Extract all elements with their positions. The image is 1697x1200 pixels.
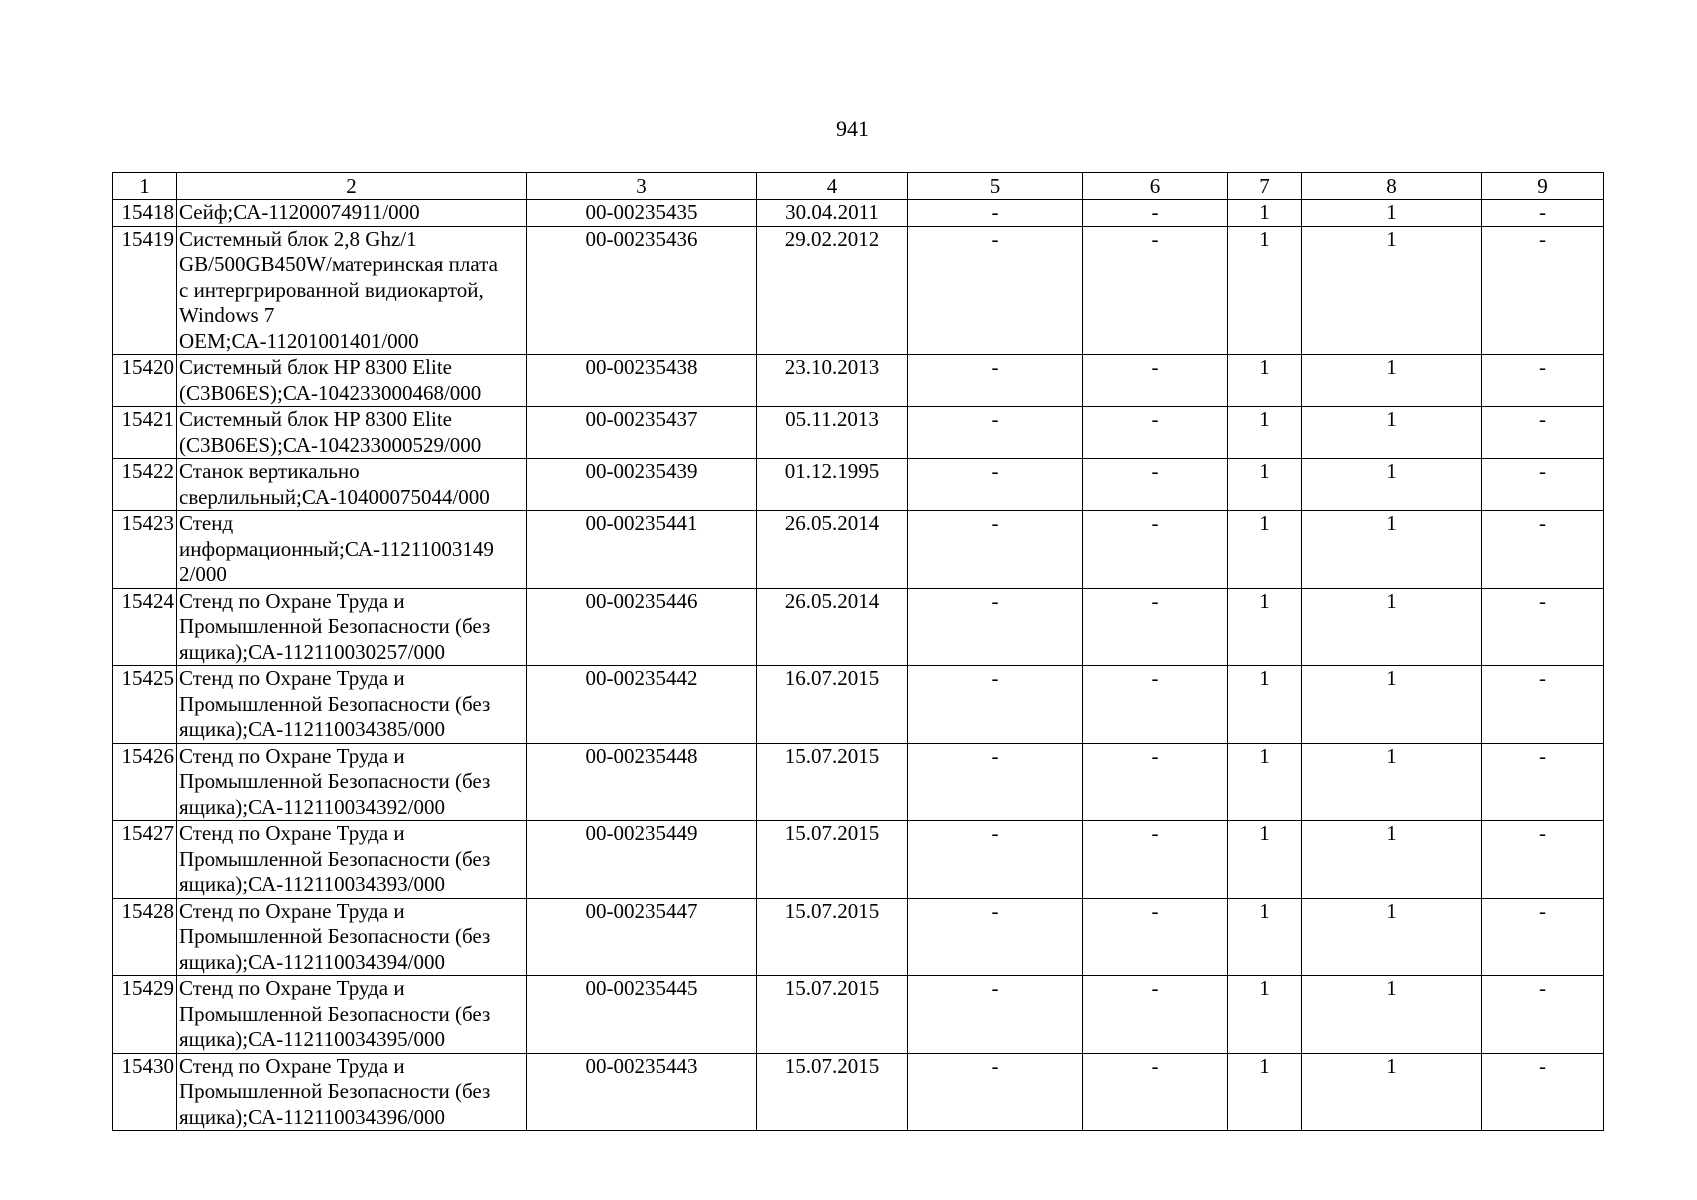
inventory-code: 00-00235449 (527, 821, 757, 899)
item-name: Стенд по Охране Труда и Промышленной Безопасности (без ящика);СА-112110034395/000 (177, 976, 527, 1054)
row-number: 15430 (113, 1053, 177, 1131)
item-name: Системный блок 2,8 Ghz/1 GB/500GB450W/материнская плата с интергрированной видиокартой, Windows 7 OEM;СА-11201001401/000 (177, 226, 527, 355)
table-row (113, 743, 1604, 821)
col6-value: - (1083, 200, 1228, 227)
col5-value: - (908, 407, 1083, 459)
col9-value: - (1482, 588, 1604, 666)
item-name: Системный блок HP 8300 Elite (C3B06ES);СА-104233000529/000 (177, 407, 527, 459)
inventory-code: 00-00235446 (527, 588, 757, 666)
table-row (113, 459, 1604, 511)
row-number: 15426 (113, 743, 177, 821)
col5-value: - (908, 200, 1083, 227)
table-header (113, 173, 1604, 200)
item-date: 15.07.2015 (757, 898, 908, 976)
item-name: Стенд по Охране Труда и Промышленной Безопасности (без ящика);СА-112110034396/000 (177, 1053, 527, 1131)
col8-value: 1 (1302, 588, 1482, 666)
col8-value: 1 (1302, 355, 1482, 407)
inventory-code: 00-00235437 (527, 407, 757, 459)
item-name: Системный блок HP 8300 Elite (C3B06ES);СА-104233000468/000 (177, 355, 527, 407)
item-date: 15.07.2015 (757, 821, 908, 899)
col5-value: - (908, 355, 1083, 407)
header-cell-5: 5 (908, 173, 1083, 200)
table-row (113, 1053, 1604, 1131)
col6-value: - (1083, 588, 1228, 666)
col6-value: - (1083, 1053, 1228, 1131)
col6-value: - (1083, 226, 1228, 355)
inventory-code: 00-00235447 (527, 898, 757, 976)
item-date: 23.10.2013 (757, 355, 908, 407)
table-row (113, 226, 1604, 355)
header-cell-2: 2 (177, 173, 527, 200)
item-name: Сейф;СА-11200074911/000 (177, 200, 527, 227)
col9-value: - (1482, 976, 1604, 1054)
item-date: 05.11.2013 (757, 407, 908, 459)
col5-value: - (908, 511, 1083, 589)
inventory-code: 00-00235442 (527, 666, 757, 744)
header-cell-3: 3 (527, 173, 757, 200)
col5-value: - (908, 666, 1083, 744)
col9-value: - (1482, 743, 1604, 821)
table-row (113, 355, 1604, 407)
col9-value: - (1482, 226, 1604, 355)
col9-value: - (1482, 511, 1604, 589)
row-number: 15420 (113, 355, 177, 407)
table-row (113, 821, 1604, 899)
col5-value: - (908, 898, 1083, 976)
header-cell-1: 1 (113, 173, 177, 200)
col9-value: - (1482, 821, 1604, 899)
table-row (113, 407, 1604, 459)
col7-value: 1 (1228, 1053, 1302, 1131)
table-row (113, 976, 1604, 1054)
col7-value: 1 (1228, 976, 1302, 1054)
header-cell-8: 8 (1302, 173, 1482, 200)
col8-value: 1 (1302, 976, 1482, 1054)
col7-value: 1 (1228, 511, 1302, 589)
col6-value: - (1083, 355, 1228, 407)
item-date: 26.05.2014 (757, 588, 908, 666)
item-date: 30.04.2011 (757, 200, 908, 227)
col8-value: 1 (1302, 898, 1482, 976)
col6-value: - (1083, 976, 1228, 1054)
item-date: 16.07.2015 (757, 666, 908, 744)
col6-value: - (1083, 898, 1228, 976)
table-body (113, 200, 1604, 1131)
item-date: 15.07.2015 (757, 743, 908, 821)
item-date: 01.12.1995 (757, 459, 908, 511)
col6-value: - (1083, 743, 1228, 821)
inventory-code: 00-00235448 (527, 743, 757, 821)
row-number: 15418 (113, 200, 177, 227)
table-row (113, 898, 1604, 976)
header-cell-7: 7 (1228, 173, 1302, 200)
row-number: 15429 (113, 976, 177, 1054)
col8-value: 1 (1302, 743, 1482, 821)
col7-value: 1 (1228, 355, 1302, 407)
table-row (113, 588, 1604, 666)
col7-value: 1 (1228, 459, 1302, 511)
col9-value: - (1482, 200, 1604, 227)
col9-value: - (1482, 407, 1604, 459)
inventory-table (112, 172, 1604, 1131)
col8-value: 1 (1302, 821, 1482, 899)
row-number: 15422 (113, 459, 177, 511)
col8-value: 1 (1302, 407, 1482, 459)
col7-value: 1 (1228, 588, 1302, 666)
col5-value: - (908, 976, 1083, 1054)
item-name: Стенд по Охране Труда и Промышленной Безопасности (без ящика);СА-112110030257/000 (177, 588, 527, 666)
item-name: Стенд по Охране Труда и Промышленной Безопасности (без ящика);СА-112110034392/000 (177, 743, 527, 821)
col9-value: - (1482, 1053, 1604, 1131)
inventory-code: 00-00235435 (527, 200, 757, 227)
col7-value: 1 (1228, 226, 1302, 355)
col6-value: - (1083, 821, 1228, 899)
col9-value: - (1482, 666, 1604, 744)
col8-value: 1 (1302, 226, 1482, 355)
item-name: Станок вертикально сверлильный;СА-10400075044/000 (177, 459, 527, 511)
col5-value: - (908, 1053, 1083, 1131)
row-number: 15421 (113, 407, 177, 459)
item-date: 15.07.2015 (757, 1053, 908, 1131)
inventory-code: 00-00235439 (527, 459, 757, 511)
col5-value: - (908, 588, 1083, 666)
table-row (113, 511, 1604, 589)
item-name: Стенд по Охране Труда и Промышленной Безопасности (без ящика);СА-112110034385/000 (177, 666, 527, 744)
row-number: 15428 (113, 898, 177, 976)
col9-value: - (1482, 459, 1604, 511)
row-number: 15423 (113, 511, 177, 589)
header-cell-4: 4 (757, 173, 908, 200)
col7-value: 1 (1228, 821, 1302, 899)
col9-value: - (1482, 355, 1604, 407)
item-name: Стенд информационный;СА-11211003149 2/000 (177, 511, 527, 589)
col8-value: 1 (1302, 200, 1482, 227)
col8-value: 1 (1302, 511, 1482, 589)
inventory-code: 00-00235438 (527, 355, 757, 407)
col7-value: 1 (1228, 200, 1302, 227)
col5-value: - (908, 226, 1083, 355)
header-cell-6: 6 (1083, 173, 1228, 200)
col6-value: - (1083, 666, 1228, 744)
inventory-code: 00-00235445 (527, 976, 757, 1054)
inventory-code: 00-00235443 (527, 1053, 757, 1131)
row-number: 15425 (113, 666, 177, 744)
item-date: 29.02.2012 (757, 226, 908, 355)
row-number: 15427 (113, 821, 177, 899)
table-row (113, 200, 1604, 227)
col7-value: 1 (1228, 743, 1302, 821)
item-name: Стенд по Охране Труда и Промышленной Безопасности (без ящика);СА-112110034394/000 (177, 898, 527, 976)
col6-value: - (1083, 407, 1228, 459)
header-row (113, 173, 1604, 200)
col8-value: 1 (1302, 1053, 1482, 1131)
col7-value: 1 (1228, 898, 1302, 976)
header-cell-9: 9 (1482, 173, 1604, 200)
col9-value: - (1482, 898, 1604, 976)
item-date: 26.05.2014 (757, 511, 908, 589)
inventory-code: 00-00235441 (527, 511, 757, 589)
col7-value: 1 (1228, 666, 1302, 744)
col8-value: 1 (1302, 459, 1482, 511)
item-name: Стенд по Охране Труда и Промышленной Безопасности (без ящика);СА-112110034393/000 (177, 821, 527, 899)
inventory-code: 00-00235436 (527, 226, 757, 355)
col5-value: - (908, 459, 1083, 511)
col6-value: - (1083, 459, 1228, 511)
item-date: 15.07.2015 (757, 976, 908, 1054)
col8-value: 1 (1302, 666, 1482, 744)
col6-value: - (1083, 511, 1228, 589)
col7-value: 1 (1228, 407, 1302, 459)
row-number: 15424 (113, 588, 177, 666)
col5-value: - (908, 743, 1083, 821)
table-row (113, 666, 1604, 744)
row-number: 15419 (113, 226, 177, 355)
page-number: 941 (836, 116, 869, 141)
col5-value: - (908, 821, 1083, 899)
